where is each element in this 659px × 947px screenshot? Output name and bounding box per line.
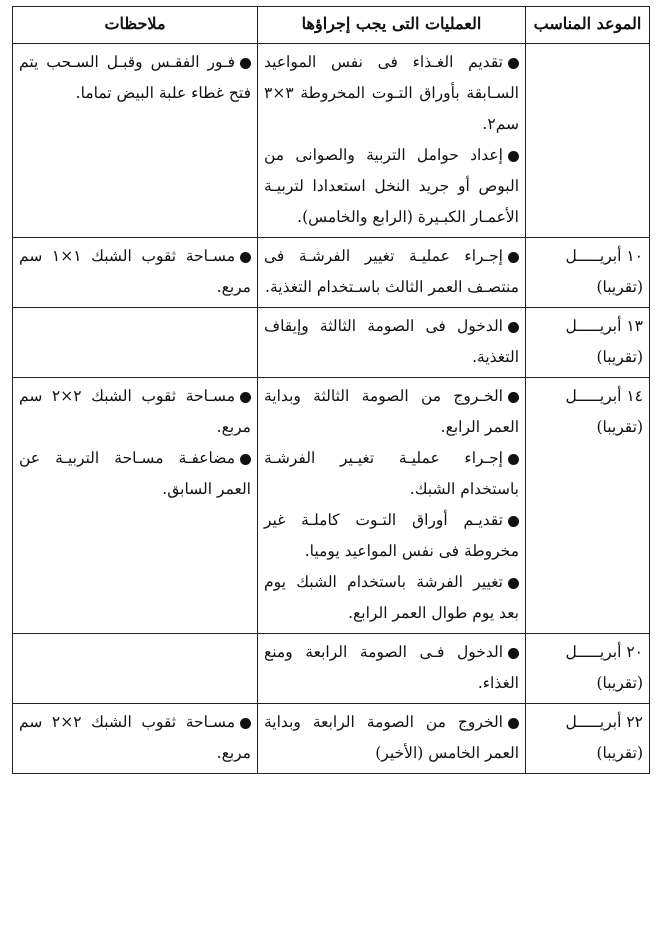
- operations-item: [264, 241, 519, 303]
- date-approx: (تقريبا): [596, 674, 643, 692]
- date-main: ١٣ أبريـــــل: [565, 317, 643, 335]
- bullet-icon: [240, 454, 251, 465]
- bullet-icon: [240, 252, 251, 263]
- bullet-icon: [508, 392, 519, 403]
- operations-cell: [258, 378, 526, 634]
- operations-text: الخروج من الصومة الرابعة وبداية العمر الخامس (الأخير): [264, 713, 519, 762]
- operations-text: الدخول فـى الصومة الرابعة ومنع الغذاء.: [264, 643, 519, 692]
- notes-item: [19, 241, 251, 303]
- bullet-icon: [508, 578, 519, 589]
- notes-text: مسـاحة ثقوب الشبك ٢×٢ سم مربع.: [19, 713, 251, 762]
- notes-item: [19, 381, 251, 443]
- notes-cell: [13, 44, 258, 238]
- operations-item: [264, 707, 519, 769]
- operations-text: الدخول فى الصومة الثالثة وإيقاف التغذية.: [264, 317, 519, 366]
- notes-item: [19, 47, 251, 109]
- notes-cell: [13, 308, 258, 378]
- date-main: ١٠ أبريـــــل: [565, 247, 643, 265]
- bullet-icon: [508, 648, 519, 659]
- notes-cell: [13, 704, 258, 774]
- bullet-icon: [508, 322, 519, 333]
- date-main: ١٤ أبريـــــل: [565, 387, 643, 405]
- date-approx: (تقريبا): [596, 348, 643, 366]
- table-body: [13, 44, 650, 774]
- bullet-icon: [508, 454, 519, 465]
- notes-item: [19, 443, 251, 505]
- table-row: [13, 308, 650, 378]
- date-cell: [526, 378, 650, 634]
- operations-item: [264, 381, 519, 443]
- notes-cell: [13, 634, 258, 704]
- operations-cell: [258, 238, 526, 308]
- operations-item: [264, 311, 519, 373]
- table-row: [13, 704, 650, 774]
- date-main: ٢٢ أبريـــــل: [565, 713, 643, 731]
- operations-item: [264, 443, 519, 505]
- operations-item: [264, 140, 519, 233]
- table-row: [13, 238, 650, 308]
- operations-cell: [258, 44, 526, 238]
- bullet-icon: [240, 392, 251, 403]
- bullet-icon: [240, 58, 251, 69]
- date-approx: (تقريبا): [596, 278, 643, 296]
- operations-text: إعداد حوامل التربية والصوانى من البوص أو جريد النخل استعدادا لتربيـة الأعمـار الكبـيرة (الرابع والخامس).: [264, 146, 519, 226]
- header-notes: ملاحظات: [13, 7, 258, 44]
- operations-text: إجـراء عمليـة تغيـير الفرشـة باستخدام الشبك.: [264, 449, 519, 498]
- bullet-icon: [508, 151, 519, 162]
- table-header-row: [13, 7, 650, 44]
- operations-text: تغيير الفرشة باستخدام الشبك يوم بعد يوم طوال العمر الرابع.: [264, 573, 519, 622]
- operations-text: تقديم الغـذاء فى نفس المواعيد السـابقة بأوراق التـوت المخروطة ٣×٣ سم٢.: [264, 53, 519, 133]
- table-row: [13, 44, 650, 238]
- operations-text: تقديـم أوراق التـوت كاملـة غير مخروطة فى نفس المواعيد يوميا.: [264, 511, 519, 560]
- date-approx: (تقريبا): [596, 744, 643, 762]
- operations-item: [264, 567, 519, 629]
- schedule-table: [12, 6, 650, 774]
- date-cell: [526, 308, 650, 378]
- date-approx: (تقريبا): [596, 418, 643, 436]
- table-row: [13, 378, 650, 634]
- bullet-icon: [508, 516, 519, 527]
- operations-cell: [258, 308, 526, 378]
- date-cell: [526, 238, 650, 308]
- date-main: ٢٠ أبريـــــل: [565, 643, 643, 661]
- date-cell: [526, 44, 650, 238]
- date-cell: [526, 634, 650, 704]
- bullet-icon: [508, 718, 519, 729]
- operations-item: [264, 47, 519, 140]
- bullet-icon: [508, 252, 519, 263]
- date-cell: [526, 704, 650, 774]
- operations-item: [264, 505, 519, 567]
- operations-text: إجـراء عمليـة تغيير الفرشـة فى منتصـف العمر الثالث باسـتخدام التغذية.: [264, 247, 519, 296]
- operations-cell: [258, 704, 526, 774]
- notes-item: [19, 707, 251, 769]
- operations-item: [264, 637, 519, 699]
- notes-text: مسـاحة ثقوب الشبك ١×١ سم مربع.: [19, 247, 251, 296]
- operations-text: الخـروج من الصومة الثالثة وبداية العمر الرابع.: [264, 387, 519, 436]
- table-row: [13, 634, 650, 704]
- notes-cell: [13, 378, 258, 634]
- header-operations: العمليات التى يجب إجراؤها: [258, 7, 526, 44]
- notes-text: مضاعفـة مسـاحة التربيـة عن العمر السابق.: [19, 449, 251, 498]
- operations-cell: [258, 634, 526, 704]
- bullet-icon: [508, 58, 519, 69]
- notes-text: مسـاحة ثقوب الشبك ٢×٢ سم مربع.: [19, 387, 251, 436]
- notes-cell: [13, 238, 258, 308]
- header-date: الموعد المناسب: [526, 7, 650, 44]
- notes-text: فـور الفقـس وقبـل السـحب يتم فتح غطاء علبة البيض تماما.: [19, 53, 251, 102]
- bullet-icon: [240, 718, 251, 729]
